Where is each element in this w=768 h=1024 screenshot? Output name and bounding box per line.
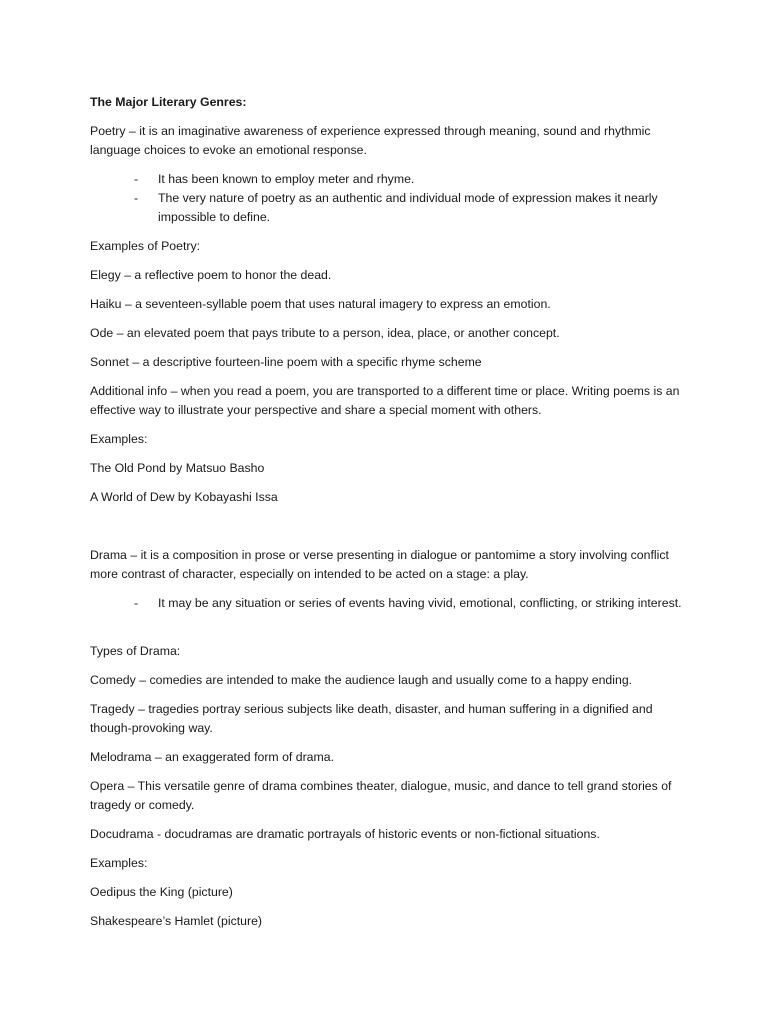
poetry-bullet-1: It has been known to employ meter and rhyme. xyxy=(158,172,415,186)
poetry-definition: Poetry – it is an imaginative awareness of experience expressed through meaning, sound and rhythmic language choices to evoke an emotional response. xyxy=(90,124,651,157)
poetry-type-haiku: Haiku – a seventeen-syllable poem that uses natural imagery to express an emotion. xyxy=(90,297,551,311)
drama-bullet-1: It may be any situation or series of events having vivid, emotional, conflicting, or striking interest. xyxy=(158,596,682,610)
poetry-examples-heading: Examples of Poetry: xyxy=(90,239,201,253)
drama-type-opera: Opera – This versatile genre of drama combines theater, dialogue, music, and dance to tell grand stories of tragedy or comedy. xyxy=(90,779,672,812)
drama-definition: Drama – it is a composition in prose or verse presenting in dialogue or pantomime a story involving conflict more contrast of character, especially on intended to be acted on a stage: a play. xyxy=(90,548,669,581)
drama-example-1: Oedipus the King (picture) xyxy=(90,885,233,899)
poetry-example-2: A World of Dew by Kobayashi Issa xyxy=(90,490,278,504)
poetry-type-elegy: Elegy – a reflective poem to honor the dead. xyxy=(90,268,332,282)
drama-example-2: Shakespeare’s Hamlet (picture) xyxy=(90,914,263,928)
poetry-type-sonnet: Sonnet – a descriptive fourteen-line poem with a specific rhyme scheme xyxy=(90,355,482,369)
bullet-marker: - xyxy=(134,191,139,205)
poetry-bullet-2: The very nature of poetry as an authentic and individual mode of expression makes it nearly impossible to define. xyxy=(158,191,658,224)
page-title: The Major Literary Genres: xyxy=(90,95,247,109)
poetry-examples-label: Examples: xyxy=(90,432,148,446)
bullet-marker: - xyxy=(134,596,139,610)
poetry-additional-info: Additional info – when you read a poem, you are transported to a different time or place. Writing poems is an effective way to illustrate your perspective and share a special moment with others. xyxy=(90,384,680,417)
poetry-type-ode: Ode – an elevated poem that pays tribute to a person, idea, place, or another concept. xyxy=(90,326,560,340)
drama-examples-label: Examples: xyxy=(90,856,148,870)
drama-type-docudrama: Docudrama - docudramas are dramatic portrayals of historic events or non-fictional situations. xyxy=(90,827,600,841)
bullet-marker: - xyxy=(134,172,139,186)
poetry-example-1: The Old Pond by Matsuo Basho xyxy=(90,461,265,475)
drama-type-tragedy: Tragedy – tragedies portray serious subjects like death, disaster, and human suffering in a dignified and though-provoking way. xyxy=(90,702,653,735)
drama-type-melodrama: Melodrama – an exaggerated form of drama. xyxy=(90,750,335,764)
drama-type-comedy: Comedy – comedies are intended to make the audience laugh and usually come to a happy ending. xyxy=(90,673,633,687)
drama-types-heading: Types of Drama: xyxy=(90,644,181,658)
